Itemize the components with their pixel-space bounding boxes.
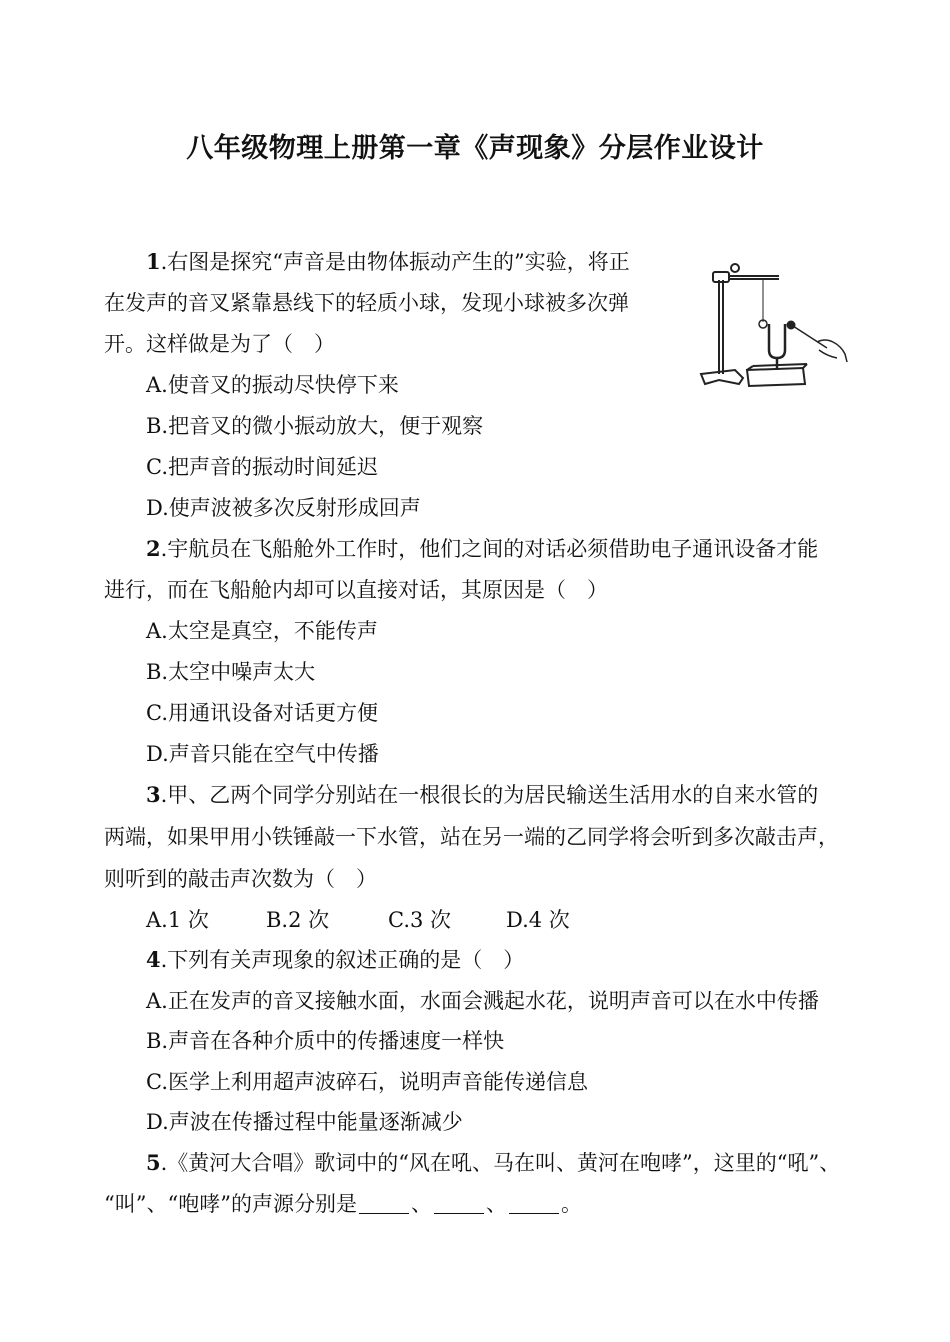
page-title: 八年级物理上册第一章《声现象》分层作业设计 [186, 133, 764, 164]
answer-blank-2[interactable] [434, 1191, 484, 1214]
question-3-options [146, 905, 570, 935]
question-4-option-b: B.声音在各种介质中的传播速度一样快 [146, 1029, 505, 1053]
question-2-line-2: 进行，而在飞船舱内却可以直接对话，其原因是（ ） [104, 578, 608, 602]
question-2-option-c: C.用通讯设备对话更方便 [146, 701, 378, 725]
question-2-option-a: A.太空是真空，不能传声 [146, 619, 378, 643]
tuning-fork-experiment-figure [695, 262, 853, 390]
question-1-option-a: A.使音叉的振动尽快停下来 [146, 373, 399, 397]
question-4-option-a: A.正在发声的音叉接触水面，水面会溅起水花，说明声音可以在水中传播 [146, 989, 819, 1013]
question-5-line-1: 5.《黄河大合唱》歌词中的“风在吼、马在叫、黄河在咆哮”，这里的“吼”、 [146, 1150, 841, 1175]
question-5-number: 5 [146, 1150, 161, 1175]
question-4-option-c: C.医学上利用超声波碎石，说明声音能传递信息 [146, 1070, 588, 1094]
question-4-line-1: 4.下列有关声现象的叙述正确的是（ ） [146, 947, 525, 972]
question-3-option-c: C.3 次 [388, 908, 452, 932]
question-1-option-b: B.把音叉的微小振动放大，便于观察 [146, 414, 484, 438]
question-1-line-1: 1.右图是探究“声音是由物体振动产生的”实验，将正 [146, 249, 630, 274]
question-3-option-b: B.2 次 [266, 908, 330, 932]
answer-blank-1[interactable] [359, 1191, 409, 1214]
question-3-option-d: D.4 次 [506, 908, 570, 932]
question-1-number: 1 [146, 249, 161, 274]
question-2-line-1: 2.宇航员在飞船舱外工作时，他们之间的对话必须借助电子通讯设备才能 [146, 536, 819, 561]
question-1-option-d: D.使声波被多次反射形成回声 [146, 496, 421, 520]
question-3-line-1: 3.甲、乙两个同学分别站在一根很长的为居民输送生活用水的自来水管的 [146, 782, 819, 807]
question-2-number: 2 [146, 536, 161, 561]
answer-blank-3[interactable] [509, 1191, 559, 1214]
question-1-line-3: 开。这样做是为了（ ） [104, 332, 335, 356]
question-3-option-a: A.1 次 [146, 908, 209, 932]
question-2-option-d: D.声音只能在空气中传播 [146, 742, 379, 766]
question-1-line-2: 在发声的音叉紧靠悬线下的轻质小球，发现小球被多次弹 [104, 291, 629, 315]
question-3-line-3: 则听到的敲击声次数为（ ） [104, 867, 377, 891]
question-4-option-d: D.声波在传播过程中能量逐渐减少 [146, 1110, 463, 1134]
question-2-option-b: B.太空中噪声太大 [146, 660, 316, 684]
question-1-option-c: C.把声音的振动时间延迟 [146, 455, 378, 479]
question-3-line-2: 两端，如果甲用小铁锤敲一下水管，站在另一端的乙同学将会听到多次敲击声， [104, 825, 839, 849]
question-3-number: 3 [146, 782, 161, 807]
question-5-line-2: “叫”、“咆哮”的声源分别是 、 、 。 [104, 1192, 582, 1216]
question-4-number: 4 [146, 947, 161, 972]
